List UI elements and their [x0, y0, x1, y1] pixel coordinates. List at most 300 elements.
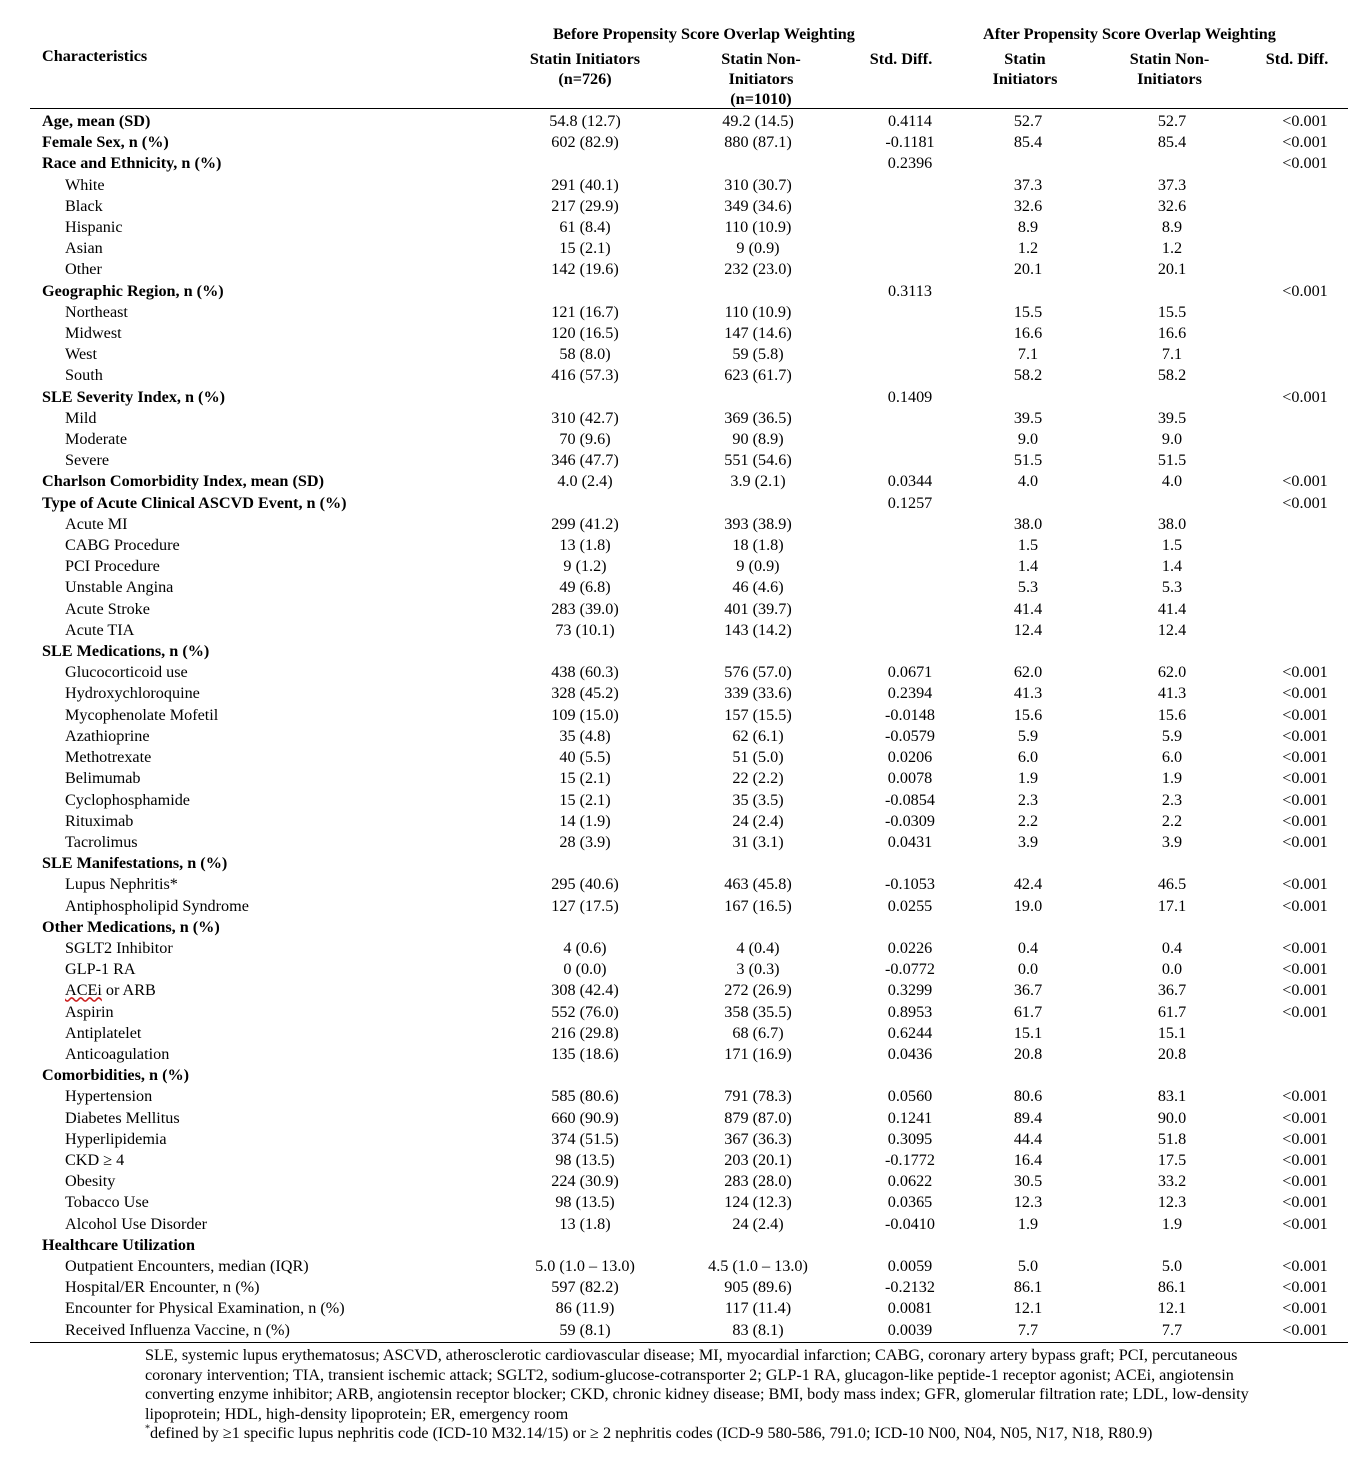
- header-line: Initiators: [1137, 70, 1202, 88]
- before-initiators-cell: [500, 387, 670, 408]
- table-row: [30, 662, 1348, 683]
- before-non-initiators-cell: 283 (28.0): [724, 1172, 792, 1191]
- after-initiators-cell: 58.2: [1013, 366, 1043, 385]
- row-label: Belimumab: [65, 769, 141, 788]
- after-std-diff-cell: <0.001: [1282, 981, 1328, 1000]
- row-label: Comorbidities, n (%): [42, 1066, 190, 1085]
- after-non-initiators-cell: 12.1: [1157, 1299, 1187, 1318]
- row-label: SGLT2 Inhibitor: [65, 938, 173, 957]
- after-non-initiators-cell: 15.1: [1157, 1023, 1187, 1042]
- after-non-initiators-cell: 1.9: [1161, 769, 1183, 788]
- header-line: (n=726): [558, 70, 612, 88]
- table-row: [30, 196, 1348, 217]
- table-body: [30, 111, 1348, 1341]
- header-rule: [30, 108, 1348, 109]
- table-row: [30, 1023, 1348, 1044]
- after-initiators-cell: [974, 1235, 1082, 1256]
- after-non-initiators-cell: 38.0: [1157, 514, 1187, 533]
- after-non-initiators-cell: 20.8: [1157, 1044, 1187, 1063]
- header-line: Statin Initiators: [529, 50, 641, 68]
- before-non-initiators-cell: 147 (14.6): [724, 324, 792, 343]
- after-non-initiators-cell: 1.4: [1161, 557, 1183, 576]
- before-non-initiators-cell: 157 (15.5): [724, 705, 792, 724]
- before-initiators-cell: 28 (3.9): [559, 832, 611, 851]
- after-initiators-cell: 1.2: [1017, 239, 1039, 258]
- after-non-initiators-cell: 2.3: [1161, 790, 1183, 809]
- before-initiators-cell: 70 (9.6): [559, 430, 611, 449]
- row-label: Northeast: [65, 302, 128, 321]
- after-std-diff-cell: <0.001: [1282, 1129, 1328, 1148]
- header-line: Statin Non-: [721, 50, 801, 68]
- before-non-initiators-cell: [670, 281, 846, 302]
- after-non-initiators-cell: 85.4: [1157, 133, 1187, 152]
- asterisk-mark: *: [145, 1423, 150, 1435]
- after-non-initiators-cell: 9.0: [1161, 430, 1183, 449]
- header-line: (n=1010): [730, 90, 792, 108]
- before-non-initiators-cell: 551 (54.6): [724, 451, 792, 470]
- after-non-initiators-cell: [1082, 493, 1262, 514]
- row-label: Hospital/ER Encounter, n (%): [65, 1278, 260, 1297]
- row-label: Type of Acute Clinical ASCVD Event, n (%): [42, 493, 347, 512]
- before-non-initiators-cell: 110 (10.9): [724, 302, 792, 321]
- row-label: Antiplatelet: [65, 1023, 142, 1042]
- before-initiators-cell: 40 (5.5): [559, 748, 611, 767]
- table-row: [30, 556, 1348, 577]
- after-std-diff-cell: [1262, 577, 1348, 598]
- after-non-initiators-cell: 62.0: [1157, 663, 1187, 682]
- after-initiators-cell: 5.0: [1017, 1256, 1039, 1275]
- table-row: [30, 1150, 1348, 1171]
- header-before-statin-initiators: [500, 49, 670, 89]
- before-initiators-cell: 216 (29.8): [551, 1023, 619, 1042]
- after-initiators-cell: [974, 641, 1082, 662]
- table-row: [30, 365, 1348, 386]
- before-initiators-cell: 121 (16.7): [551, 302, 619, 321]
- before-std-diff-cell: [846, 620, 974, 641]
- before-initiators-cell: 660 (90.9): [551, 1108, 619, 1127]
- after-non-initiators-cell: 51.5: [1157, 451, 1187, 470]
- after-initiators-cell: 1.5: [1017, 536, 1039, 555]
- table-row: [30, 514, 1348, 535]
- after-initiators-cell: 1.9: [1017, 769, 1039, 788]
- before-non-initiators-cell: 49.2 (14.5): [722, 112, 794, 130]
- before-non-initiators-cell: 22 (2.2): [732, 769, 784, 788]
- after-non-initiators-cell: 90.0: [1157, 1108, 1187, 1127]
- row-label: Hyperlipidemia: [65, 1129, 167, 1148]
- row-label: SLE Manifestations, n (%): [42, 854, 228, 873]
- after-initiators-cell: 41.3: [1013, 684, 1043, 703]
- after-non-initiators-cell: 15.5: [1157, 302, 1187, 321]
- table-row: [30, 408, 1348, 429]
- before-initiators-cell: 15 (2.1): [559, 239, 611, 258]
- before-initiators-cell: 308 (42.4): [551, 981, 619, 1000]
- before-initiators-cell: [500, 1065, 670, 1086]
- header-before-statin-non-initiators: [676, 49, 846, 109]
- after-initiators-cell: 36.7: [1013, 981, 1043, 1000]
- after-non-initiators-cell: 7.1: [1161, 345, 1183, 364]
- after-initiators-cell: 5.3: [1017, 578, 1039, 597]
- before-initiators-cell: 224 (30.9): [551, 1172, 619, 1191]
- after-std-diff-cell: [1262, 408, 1348, 429]
- after-non-initiators-cell: 1.2: [1161, 239, 1183, 258]
- before-non-initiators-cell: 358 (35.5): [724, 1002, 792, 1021]
- before-non-initiators-cell: 9 (0.9): [736, 557, 780, 576]
- row-label: West: [65, 345, 97, 364]
- before-std-diff-cell: -0.1181: [885, 133, 935, 152]
- after-std-diff-cell: [1262, 1023, 1348, 1044]
- after-initiators-cell: 39.5: [1013, 408, 1043, 427]
- row-label: Acute Stroke: [65, 599, 150, 618]
- table-row: [30, 429, 1348, 450]
- table-row: [30, 683, 1348, 704]
- table-row: [30, 238, 1348, 259]
- header-line: Std. Diff.: [1265, 50, 1329, 68]
- table-row: [30, 344, 1348, 365]
- after-initiators-cell: 30.5: [1013, 1172, 1043, 1191]
- before-std-diff-cell: 0.0081: [887, 1299, 933, 1318]
- before-std-diff-cell: 0.2394: [887, 684, 933, 703]
- header-after-statin-non-initiators: [1102, 49, 1237, 89]
- header-line: Initiators: [992, 70, 1058, 88]
- before-non-initiators-cell: 35 (3.5): [732, 790, 784, 809]
- after-non-initiators-cell: 4.0: [1161, 472, 1183, 491]
- table-row: [30, 811, 1348, 832]
- table-row: [30, 1129, 1348, 1150]
- table-row: [30, 726, 1348, 747]
- row-label: Mild: [65, 408, 97, 427]
- before-std-diff-cell: 0.0431: [887, 832, 933, 851]
- before-std-diff-cell: 0.0671: [887, 663, 933, 682]
- before-non-initiators-cell: 339 (33.6): [724, 684, 792, 703]
- row-label: Lupus Nephritis*: [65, 875, 178, 894]
- after-non-initiators-cell: [1082, 1235, 1262, 1256]
- after-std-diff-cell: [1262, 1044, 1348, 1065]
- after-std-diff-cell: <0.001: [1282, 726, 1328, 745]
- before-initiators-cell: 109 (15.0): [551, 705, 619, 724]
- after-non-initiators-cell: 5.0: [1161, 1256, 1183, 1275]
- after-non-initiators-cell: 52.7: [1157, 112, 1187, 130]
- after-non-initiators-cell: 5.3: [1161, 578, 1183, 597]
- after-non-initiators-cell: 15.6: [1157, 705, 1187, 724]
- header-line: Std. Diff.: [869, 50, 933, 68]
- row-label: Methotrexate: [65, 748, 152, 767]
- section-row: [30, 493, 1348, 514]
- before-std-diff-cell: -0.2132: [885, 1278, 935, 1297]
- before-std-diff-cell: 0.3299: [887, 981, 933, 1000]
- header-after-std-diff: [1247, 49, 1347, 69]
- before-initiators-cell: 59 (8.1): [559, 1320, 611, 1339]
- before-std-diff-cell: [846, 302, 974, 323]
- after-initiators-cell: 89.4: [1013, 1108, 1043, 1127]
- table-row: [30, 1002, 1348, 1023]
- after-std-diff-cell: <0.001: [1282, 1320, 1328, 1339]
- after-std-diff-cell: <0.001: [1282, 938, 1328, 957]
- before-std-diff-cell: 0.0059: [887, 1256, 933, 1275]
- footnote-asterisk: [145, 1424, 1265, 1444]
- before-std-diff-cell: [846, 853, 974, 874]
- table-row: [30, 768, 1348, 789]
- after-std-diff-cell: [1262, 217, 1348, 238]
- after-initiators-cell: 19.0: [1013, 896, 1043, 915]
- before-initiators-cell: 299 (41.2): [551, 514, 619, 533]
- before-non-initiators-cell: 117 (11.4): [724, 1299, 792, 1318]
- after-std-diff-cell: <0.001: [1282, 472, 1328, 491]
- after-initiators-cell: 41.4: [1013, 599, 1043, 618]
- row-label: Azathioprine: [65, 726, 150, 745]
- before-std-diff-cell: [846, 175, 974, 196]
- before-initiators-cell: 14 (1.9): [559, 811, 611, 830]
- after-initiators-cell: 15.6: [1013, 705, 1043, 724]
- after-initiators-cell: [974, 1065, 1082, 1086]
- row-label: Age, mean (SD): [42, 112, 151, 130]
- before-std-diff-cell: [846, 514, 974, 535]
- before-std-diff-cell: 0.6244: [887, 1023, 933, 1042]
- after-std-diff-cell: <0.001: [1282, 133, 1328, 152]
- after-initiators-cell: 86.1: [1013, 1278, 1043, 1297]
- before-non-initiators-cell: 576 (57.0): [724, 663, 792, 682]
- after-initiators-cell: 16.4: [1013, 1150, 1043, 1169]
- before-non-initiators-cell: 310 (30.7): [724, 175, 792, 194]
- before-std-diff-cell: [846, 1235, 974, 1256]
- before-non-initiators-cell: [670, 493, 846, 514]
- after-std-diff-cell: [1262, 450, 1348, 471]
- after-initiators-cell: [974, 493, 1082, 514]
- before-initiators-cell: 127 (17.5): [551, 896, 619, 915]
- table-row: [30, 1086, 1348, 1107]
- row-label: Aspirin: [65, 1002, 114, 1021]
- row-label: Alcohol Use Disorder: [65, 1214, 208, 1233]
- before-initiators-cell: 9 (1.2): [563, 557, 607, 576]
- before-non-initiators-cell: 880 (87.1): [724, 133, 792, 152]
- before-initiators-cell: 295 (40.6): [551, 875, 619, 894]
- before-non-initiators-cell: 4 (0.4): [736, 938, 780, 957]
- table-row: [30, 323, 1348, 344]
- after-initiators-cell: 2.2: [1017, 811, 1039, 830]
- after-non-initiators-cell: [1082, 153, 1262, 174]
- after-initiators-cell: 42.4: [1013, 875, 1043, 894]
- row-label: Rituximab: [65, 811, 134, 830]
- before-std-diff-cell: -0.0579: [885, 726, 935, 745]
- bottom-rule: [30, 1342, 1348, 1343]
- after-non-initiators-cell: 51.8: [1157, 1129, 1187, 1148]
- before-initiators-cell: 602 (82.9): [551, 133, 619, 152]
- after-initiators-cell: [974, 853, 1082, 874]
- table-row: [30, 1298, 1348, 1319]
- row-label: Asian: [65, 239, 103, 258]
- before-initiators-cell: 438 (60.3): [551, 663, 619, 682]
- after-initiators-cell: 4.0: [1017, 472, 1039, 491]
- after-non-initiators-cell: 1.5: [1161, 536, 1183, 555]
- after-non-initiators-cell: [1082, 1065, 1262, 1086]
- row-label: PCI Procedure: [65, 557, 160, 576]
- before-initiators-cell: [500, 493, 670, 514]
- before-initiators-cell: 4 (0.6): [563, 938, 607, 957]
- after-initiators-cell: 2.3: [1017, 790, 1039, 809]
- row-label: Hispanic: [65, 218, 123, 237]
- after-initiators-cell: 7.7: [1017, 1320, 1039, 1339]
- row-label: Moderate: [65, 430, 128, 449]
- after-std-diff-cell: <0.001: [1282, 832, 1328, 851]
- before-non-initiators-cell: [670, 1065, 846, 1086]
- before-non-initiators-cell: 623 (61.7): [724, 366, 792, 385]
- table-row: [30, 1214, 1348, 1235]
- table-row: [30, 302, 1348, 323]
- before-std-diff-cell: [846, 1065, 974, 1086]
- before-std-diff-cell: [846, 323, 974, 344]
- after-non-initiators-cell: 2.2: [1161, 811, 1183, 830]
- after-initiators-cell: 85.4: [1013, 133, 1043, 152]
- after-initiators-cell: 8.9: [1017, 218, 1039, 237]
- table-row: [30, 175, 1348, 196]
- after-initiators-cell: 61.7: [1013, 1002, 1043, 1021]
- before-std-diff-cell: [846, 556, 974, 577]
- row-label: Race and Ethnicity, n (%): [42, 154, 222, 173]
- after-std-diff-cell: <0.001: [1282, 1256, 1328, 1275]
- row-label: Charlson Comorbidity Index, mean (SD): [42, 472, 324, 491]
- after-std-diff-cell: <0.001: [1282, 1150, 1328, 1169]
- before-initiators-cell: 98 (13.5): [555, 1193, 615, 1212]
- after-std-diff-cell: [1262, 259, 1348, 280]
- after-initiators-cell: [974, 917, 1082, 938]
- row-label: Severe: [65, 451, 110, 470]
- after-std-diff-cell: <0.001: [1282, 281, 1328, 300]
- after-std-diff-cell: <0.001: [1282, 1002, 1328, 1021]
- row-label: Tacrolimus: [65, 832, 138, 851]
- before-initiators-cell: 416 (57.3): [551, 366, 619, 385]
- header-before-std-diff: [851, 49, 951, 69]
- before-initiators-cell: 73 (10.1): [555, 620, 615, 639]
- after-std-diff-cell: [1262, 196, 1348, 217]
- before-initiators-cell: [500, 281, 670, 302]
- header-after-statin-initiators: [964, 49, 1086, 89]
- section-row: [30, 132, 1348, 153]
- before-non-initiators-cell: 68 (6.7): [732, 1023, 784, 1042]
- after-initiators-cell: 12.3: [1013, 1193, 1043, 1212]
- row-label: Acute MI: [65, 514, 128, 533]
- row-label: SLE Medications, n (%): [42, 642, 210, 661]
- table-row: [30, 896, 1348, 917]
- before-initiators-cell: 283 (39.0): [551, 599, 619, 618]
- after-initiators-cell: 1.9: [1017, 1214, 1039, 1233]
- before-initiators-cell: 374 (51.5): [551, 1129, 619, 1148]
- before-std-diff-cell: [846, 238, 974, 259]
- after-non-initiators-cell: 7.7: [1161, 1320, 1183, 1339]
- before-std-diff-cell: 0.0078: [887, 769, 933, 788]
- before-std-diff-cell: 0.1241: [887, 1108, 933, 1127]
- before-non-initiators-cell: 83 (8.1): [732, 1320, 784, 1339]
- after-initiators-cell: 32.6: [1013, 196, 1043, 215]
- after-non-initiators-cell: [1082, 387, 1262, 408]
- after-std-diff-cell: <0.001: [1282, 790, 1328, 809]
- table-row: [30, 959, 1348, 980]
- before-non-initiators-cell: 62 (6.1): [732, 726, 784, 745]
- before-std-diff-cell: [846, 344, 974, 365]
- after-std-diff-cell: [1262, 514, 1348, 535]
- before-initiators-cell: [500, 153, 670, 174]
- before-non-initiators-cell: 272 (26.9): [724, 981, 792, 1000]
- table-row: [30, 599, 1348, 620]
- row-label: Hypertension: [65, 1087, 153, 1106]
- row-label: White: [65, 175, 105, 194]
- before-initiators-cell: 35 (4.8): [559, 726, 611, 745]
- header-line: Statin Non-: [1129, 50, 1210, 68]
- before-non-initiators-cell: 51 (5.0): [732, 748, 784, 767]
- table-row: [30, 874, 1348, 895]
- before-std-diff-cell: [846, 217, 974, 238]
- after-initiators-cell: [974, 387, 1082, 408]
- after-initiators-cell: [974, 153, 1082, 174]
- before-std-diff-cell: 0.2396: [887, 154, 933, 173]
- after-initiators-cell: 44.4: [1013, 1129, 1043, 1148]
- footnote-abbreviations: SLE, systemic lupus erythematosus; ASCVD, atherosclerotic cardiovascular disease; MI, myocardial infarction; CABG, coronary artery bypass graft; PCI, percutaneous coronary intervention; TIA, transient ischemic attack; SGLT2, sodium-glucose-cotransporter 2; GLP-1 RA, glucagon-like peptide-1 receptor agonist; ACEi, angiotensin converting enzyme inhibitor; ARB, angiotensin receptor blocker; CKD, chronic kidney disease; BMI, body mass index; GFR, glomerular filtration rate; LDL, low-density lipoprotein; HDL, high-density lipoprotein; ER, emergency room: [145, 1346, 1249, 1423]
- after-non-initiators-cell: 6.0: [1161, 748, 1183, 767]
- before-initiators-cell: 120 (16.5): [551, 324, 619, 343]
- before-std-diff-cell: 0.1409: [887, 387, 933, 406]
- before-initiators-cell: [500, 641, 670, 662]
- before-non-initiators-cell: 3.9 (2.1): [730, 472, 786, 491]
- row-label: Female Sex, n (%): [42, 133, 169, 152]
- after-non-initiators-cell: 0.4: [1161, 938, 1183, 957]
- before-non-initiators-cell: 879 (87.0): [724, 1108, 792, 1127]
- after-non-initiators-cell: 83.1: [1157, 1087, 1187, 1106]
- after-non-initiators-cell: [1082, 853, 1262, 874]
- after-std-diff-cell: <0.001: [1282, 769, 1328, 788]
- footnote: [145, 1346, 1265, 1444]
- section-row: [30, 281, 1348, 302]
- after-initiators-cell: 16.6: [1013, 324, 1043, 343]
- after-std-diff-cell: <0.001: [1282, 1108, 1328, 1127]
- section-row: [30, 853, 1348, 874]
- after-initiators-cell: [974, 281, 1082, 302]
- after-std-diff-cell: [1262, 302, 1348, 323]
- after-std-diff-cell: <0.001: [1282, 1087, 1328, 1106]
- characteristics-table: [30, 111, 1348, 1341]
- before-initiators-cell: 310 (42.7): [551, 408, 619, 427]
- before-std-diff-cell: 0.0365: [887, 1193, 933, 1212]
- before-non-initiators-cell: 232 (23.0): [724, 260, 792, 279]
- before-std-diff-cell: 0.8953: [887, 1002, 933, 1021]
- after-non-initiators-cell: [1082, 281, 1262, 302]
- before-initiators-cell: 142 (19.6): [551, 260, 619, 279]
- after-initiators-cell: 52.7: [1013, 112, 1043, 130]
- after-non-initiators-cell: 32.6: [1157, 196, 1187, 215]
- after-std-diff-cell: [1262, 599, 1348, 620]
- row-label: Diabetes Mellitus: [65, 1108, 180, 1127]
- before-initiators-cell: 0 (0.0): [563, 960, 607, 979]
- before-std-diff-cell: 0.0226: [887, 938, 933, 957]
- after-std-diff-cell: <0.001: [1282, 896, 1328, 915]
- row-label: Tobacco Use: [65, 1193, 149, 1212]
- before-initiators-cell: 13 (1.8): [559, 536, 611, 555]
- before-initiators-cell: [500, 917, 670, 938]
- after-std-diff-cell: [1262, 1065, 1348, 1086]
- before-non-initiators-cell: 18 (1.8): [732, 536, 784, 555]
- after-initiators-cell: 15.5: [1013, 302, 1043, 321]
- before-initiators-cell: 135 (18.6): [551, 1044, 619, 1063]
- table-row: [30, 620, 1348, 641]
- section-row: [30, 387, 1348, 408]
- section-row: [30, 153, 1348, 174]
- before-initiators-cell: 291 (40.1): [551, 175, 619, 194]
- after-std-diff-cell: <0.001: [1282, 1299, 1328, 1318]
- after-initiators-cell: 37.3: [1013, 175, 1043, 194]
- row-label: Unstable Angina: [65, 578, 174, 597]
- row-label-rest: or ARB: [101, 981, 156, 1000]
- before-non-initiators-cell: 401 (39.7): [724, 599, 792, 618]
- after-non-initiators-cell: 86.1: [1157, 1278, 1187, 1297]
- before-non-initiators-cell: 167 (16.5): [724, 896, 792, 915]
- row-label: Mycophenolate Mofetil: [65, 705, 219, 724]
